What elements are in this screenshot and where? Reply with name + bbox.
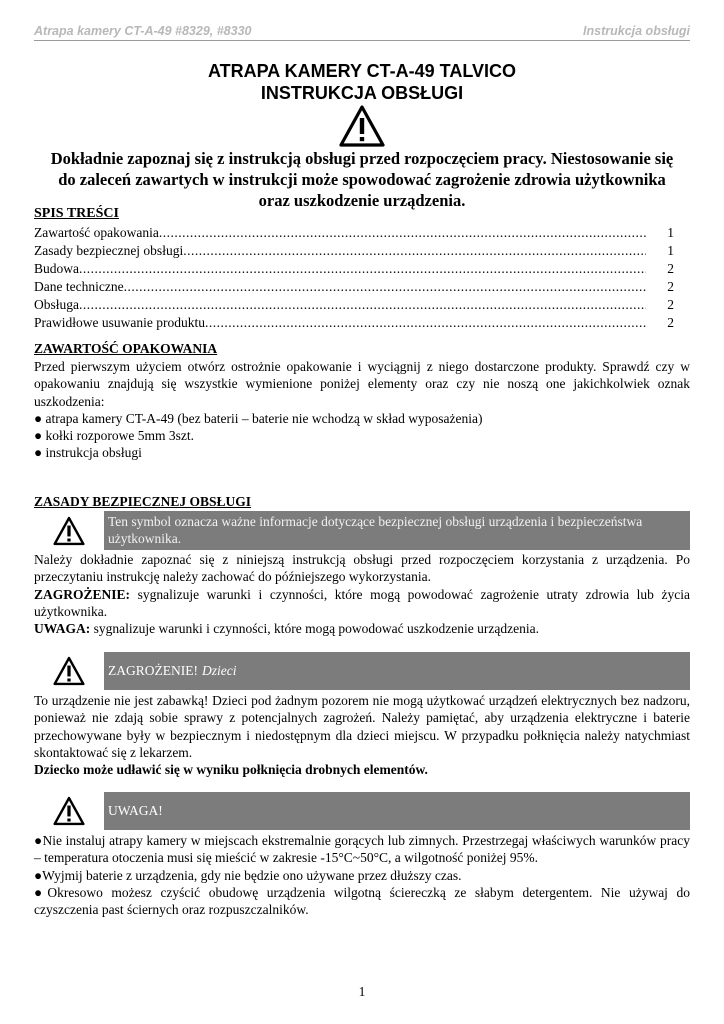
safety-section [34,551,690,637]
contents-item: ● atrapa kamery CT-A-49 (bez baterii – baterie nie wchodzą w skład wyposażenia) [34,410,483,426]
intro-warning [34,148,690,211]
hazard-text: sygnalizuje warunki i czynności, które mogą powodować zagrożenie utraty zdrowia lub życia użytkownika. [34,586,690,619]
caution-label: UWAGA: [34,621,91,637]
symbol-note-box [34,511,690,550]
intro-line-3: oraz uszkodzenie urządzenia. [258,191,466,210]
intro-line-1: Dokładnie zapoznaj się z instrukcją obsługi przed rozpoczęciem pracy. Niestosowanie się [50,149,674,168]
toc-entry[interactable] [34,242,674,260]
toc-leader [183,242,646,260]
caution-text: sygnalizuje warunki i czynności, które mogą powodować uszkodzenie urządzenia. [90,621,539,637]
safety-heading: ZASADY BEZPIECZNEJ OBSŁUGI [34,494,252,509]
warning-triangle-icon [52,516,86,546]
children-section [34,692,690,778]
header-document-type: Instrukcja obsługi [583,24,690,38]
symbol-note-icon-cell [34,511,104,550]
table-of-contents [34,224,674,332]
choking-warning: Dziecko może udławić się w wyniku połknięcia drobnych elementów. [34,762,428,778]
caution-box-label: UWAGA! [108,803,163,818]
toc-entry-page: 1 [667,243,674,258]
caution-bar [104,792,690,830]
children-hazard-sublabel: Dzieci [201,663,237,678]
toc-heading: SPIS TREŚCI [34,206,119,221]
caution-icon-cell [34,792,104,830]
toc-entry-page: 2 [667,261,674,276]
safety-paragraph: Należy dokładnie zapoznać się z niniejszą instrukcją obsługi przed rozpoczęciem korzystania z urządzenia. Po przeczytaniu instrukcję należy zachować do późniejszego wykorzystania. [34,552,690,585]
caution-definition [34,620,690,637]
children-hazard-icon-cell [34,652,104,690]
toc-entry-label: Dane techniczne [34,279,124,294]
caution-section [34,832,690,918]
toc-entry-label: Budowa [34,261,79,276]
intro-line-2: do zaleceń zawartych w instrukcji może spowodować zagrożenie zdrowia użytkownika [58,170,666,189]
caution-item: ●Wyjmij baterie z urządzenia, gdy nie będzie ono używane przez dłuższy czas. [34,867,462,883]
toc-entry-label: Zawartość opakowania [34,225,159,240]
symbol-note-text: Ten symbol oznacza ważne informacje dotyczące bezpiecznej obsługi urządzenia i bezpieczeństwa użytkownika. [104,511,690,550]
title-line-1: ATRAPA KAMERY CT-A-49 TALVICO [207,61,516,81]
toc-entry-page: 2 [667,279,674,294]
warning-triangle-icon [52,656,86,686]
document-title [34,60,690,104]
caution-item: ●Okresowo możesz czyścić obudowę urządzenia wilgotną ściereczką ze słabym detergentem. Nie używaj do czyszczenia past ściernych oraz rozpuszczalników. [34,884,690,918]
contents-heading: ZAWARTOŚĆ OPAKOWANIA [34,341,218,356]
toc-leader [79,260,646,278]
warning-triangle-icon [52,796,86,826]
children-hazard-box [34,652,690,690]
toc-entry[interactable] [34,260,674,278]
warning-triangle-icon [338,104,386,148]
hazard-definition [34,586,690,621]
title-line-2: INSTRUKCJA OBSŁUGI [260,83,464,103]
toc-leader [79,296,646,314]
toc-entry[interactable] [34,278,674,296]
children-hazard-label: ZAGROŻENIE! [108,663,198,678]
hazard-label: ZAGROŻENIE: [34,586,131,602]
toc-entry[interactable] [34,314,674,332]
toc-entry-label: Prawidłowe usuwanie produktu [34,315,205,330]
contents-item: ● instrukcja obsługi [34,445,142,461]
toc-entry[interactable] [34,224,674,242]
header-product-title: Atrapa kamery CT-A-49 #8329, #8330 [34,24,252,38]
contents-item: ● kołki rozporowe 5mm 3szt. [34,428,195,444]
running-header [34,22,690,41]
page-number: 1 [358,984,366,999]
toc-entry-page: 2 [667,297,674,312]
toc-entry-page: 2 [667,315,674,330]
contents-section [34,358,690,462]
contents-paragraph: Przed pierwszym użyciem otwórz ostrożnie opakowanie i wyciągnij z niego dostarczone produkty. Sprawdź czy w opakowaniu znajdują się wszystkie wymienione poniżej elementy oraz czy nie noszą one jakichkolwiek oznak uszkodzenia: [34,359,690,409]
caution-box [34,792,690,830]
toc-entry-page: 1 [667,225,674,240]
toc-entry-label: Obsługa [34,297,79,312]
toc-leader [205,314,646,332]
children-paragraph: To urządzenie nie jest zabawką! Dzieci pod żadnym pozorem nie mogą użytkować urządzeń elektrycznych bez nadzoru, ponieważ nie zdają sobie sprawy z potencjalnych zagrożeń. Należy pamiętać, aby urządzenia elektryczne i baterie przechowywane były w bezpiecznym i niedostępnym dla dzieci miejscu. W przypadku połknięcia należy natychmiast skontaktować się z lekarzem. [34,693,690,760]
caution-item: ●Nie instaluj atrapy kamery w miejscach ekstremalnie gorących lub zimnych. Przestrzegaj właściwych warunków pracy – temperatura otoczenia musi się mieścić w zakresie -15°C~50°C, a wilgotność poniżej 95%. [34,833,690,866]
toc-leader [124,278,646,296]
toc-entry[interactable] [34,296,674,314]
children-hazard-bar [104,652,690,690]
toc-entry-label: Zasady bezpiecznej obsługi [34,243,184,258]
toc-leader [159,224,646,242]
